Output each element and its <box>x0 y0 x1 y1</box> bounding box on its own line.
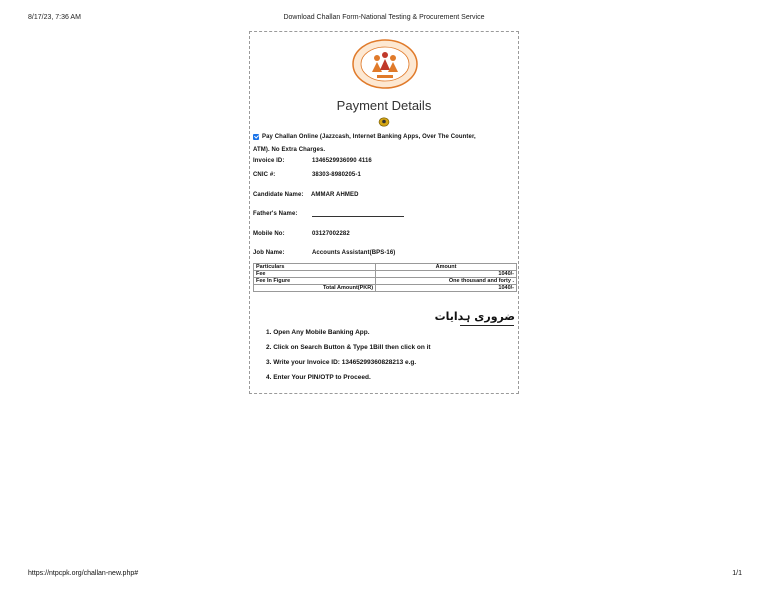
fee-table <box>253 263 517 292</box>
cnic-label: CNIC #: <box>253 172 276 178</box>
print-page-title: Download Challan Form-National Testing & Procurement Service <box>283 14 485 21</box>
table-row <box>254 285 517 292</box>
invoice-id-label: Invoice ID: <box>253 158 285 164</box>
payment-details-card <box>249 31 519 394</box>
ntpc-logo <box>351 38 419 90</box>
table-row <box>254 278 517 285</box>
fee-value: 1040/- <box>376 271 517 278</box>
fee-figure-value: One thousand and forty . <box>376 278 517 285</box>
page-heading: Payment Details <box>336 98 432 113</box>
fee-label: Fee <box>254 271 376 278</box>
fee-figure-label: Fee In Figure <box>254 278 376 285</box>
candidate-name-label: Candidate Name: <box>253 192 304 198</box>
col-particulars: Particulars <box>254 264 376 271</box>
total-label: Total Amount(PKR) <box>254 285 376 292</box>
cnic-value: 38303-8980205-1 <box>312 172 361 178</box>
table-header-row <box>254 264 517 271</box>
mobile-label: Mobile No: <box>253 231 285 237</box>
pay-online-note: Pay Challan Online (Jazzcash, Internet Banking Apps, Over The Counter, <box>262 134 476 140</box>
total-value: 1040/- <box>376 285 517 292</box>
job-name-value: Accounts Assistant(BPS-16) <box>312 250 396 256</box>
father-name-blank <box>312 216 404 217</box>
print-page-number: 1/1 <box>732 570 742 577</box>
mobile-value: 03127002282 <box>312 231 350 237</box>
instruction-step: 4. Enter Your PIN/OTP to Proceed. <box>266 374 371 381</box>
job-name-label: Job Name: <box>253 250 285 256</box>
instructions-heading: ضروری ہدایات <box>434 310 515 323</box>
candidate-name-value: AMMAR AHMED <box>311 192 359 198</box>
pay-online-note-cont: ATM). No Extra Charges. <box>253 147 326 153</box>
instruction-step: 1. Open Any Mobile Banking App. <box>266 329 370 336</box>
pay-online-checkbox[interactable] <box>253 134 259 140</box>
instruction-step: 2. Click on Search Button & Type 1Bill then click on it <box>266 344 431 351</box>
instruction-step: 3. Write your Invoice ID: 13465299360828213 e.g. <box>266 359 417 366</box>
print-datetime: 8/17/23, 7:36 AM <box>28 14 81 21</box>
print-url: https://ntpcpk.org/challan-new.php# <box>28 570 139 577</box>
invoice-id-value: 1346529936090 4116 <box>312 158 372 164</box>
col-amount: Amount <box>376 264 517 271</box>
table-row <box>254 271 517 278</box>
heading-underline <box>460 325 514 326</box>
bank-emblem-icon <box>378 117 390 127</box>
father-name-label: Father's Name: <box>253 211 298 217</box>
